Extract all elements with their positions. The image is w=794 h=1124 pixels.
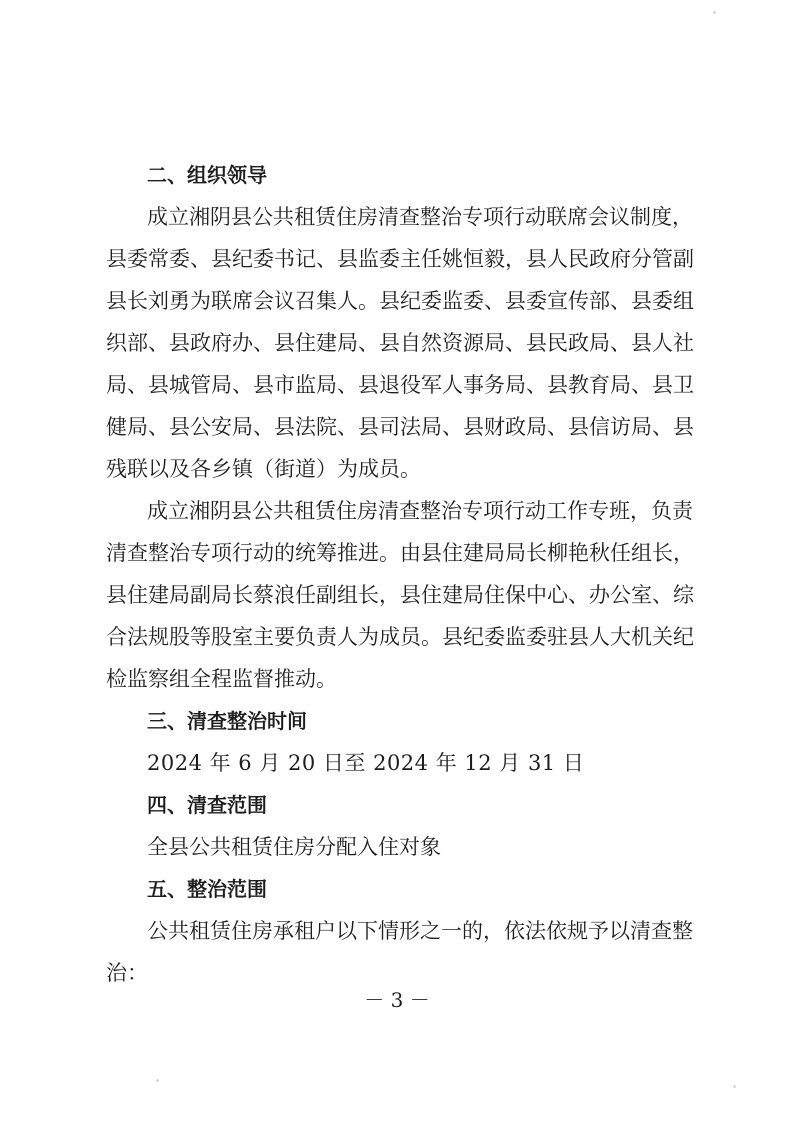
section-2-para-2-line-2: 清查整治专项行动的统筹推进。由县住建局局长柳艳秋任组长， (106, 541, 694, 565)
section-5-text-line-2: 治： (106, 961, 148, 985)
section-2-para-2-line-4: 合法规股等股室主要负责人为成员。县纪委监委驻县人大机关纪 (106, 625, 694, 649)
page-number: － 3 － (364, 988, 430, 1012)
section-5-heading: 五、整治范围 (147, 877, 267, 901)
section-2-para-1-line-3: 县长刘勇为联席会议召集人。县纪委监委、县委宣传部、县委组 (106, 289, 694, 313)
section-2-para-2-line-1: 成立湘阴县公共租赁住房清查整治专项行动工作专班，负责 (147, 499, 693, 523)
section-2-para-1-line-6: 健局、县公安局、县法院、县司法局、县财政局、县信访局、县 (106, 415, 694, 439)
section-2-para-2-line-3: 县住建局副局长蔡浪任副组长，县住建局住保中心、办公室、综 (106, 583, 694, 607)
scan-speck (733, 1085, 736, 1088)
section-2-para-1-line-2: 县委常委、县纪委书记、县监委主任姚恒毅，县人民政府分管副 (106, 247, 694, 271)
section-3-text: 2024 年 6 月 20 日至 2024 年 12 月 31 日 (147, 751, 585, 775)
scan-speck (713, 11, 716, 14)
section-5-text-line-1: 公共租赁住房承租户以下情形之一的，依法依规予以清查整 (147, 919, 693, 943)
section-2-para-1-line-5: 局、县城管局、县市监局、县退役军人事务局、县教育局、县卫 (106, 373, 694, 397)
section-2-heading: 二、组织领导 (147, 163, 267, 187)
scan-speck (156, 1079, 159, 1082)
section-2-para-1-line-7: 残联以及各乡镇（街道）为成员。 (106, 457, 421, 481)
section-2-para-1-line-1: 成立湘阴县公共租赁住房清查整治专项行动联席会议制度， (147, 205, 693, 229)
section-2-para-1-line-4: 织部、县政府办、县住建局、县自然资源局、县民政局、县人社 (106, 331, 694, 355)
section-4-text: 全县公共租赁住房分配入住对象 (147, 835, 441, 859)
section-4-heading: 四、清查范围 (147, 793, 267, 817)
section-2-para-2-line-5: 检监察组全程监督推动。 (106, 667, 337, 691)
section-3-heading: 三、清查整治时间 (147, 709, 307, 733)
